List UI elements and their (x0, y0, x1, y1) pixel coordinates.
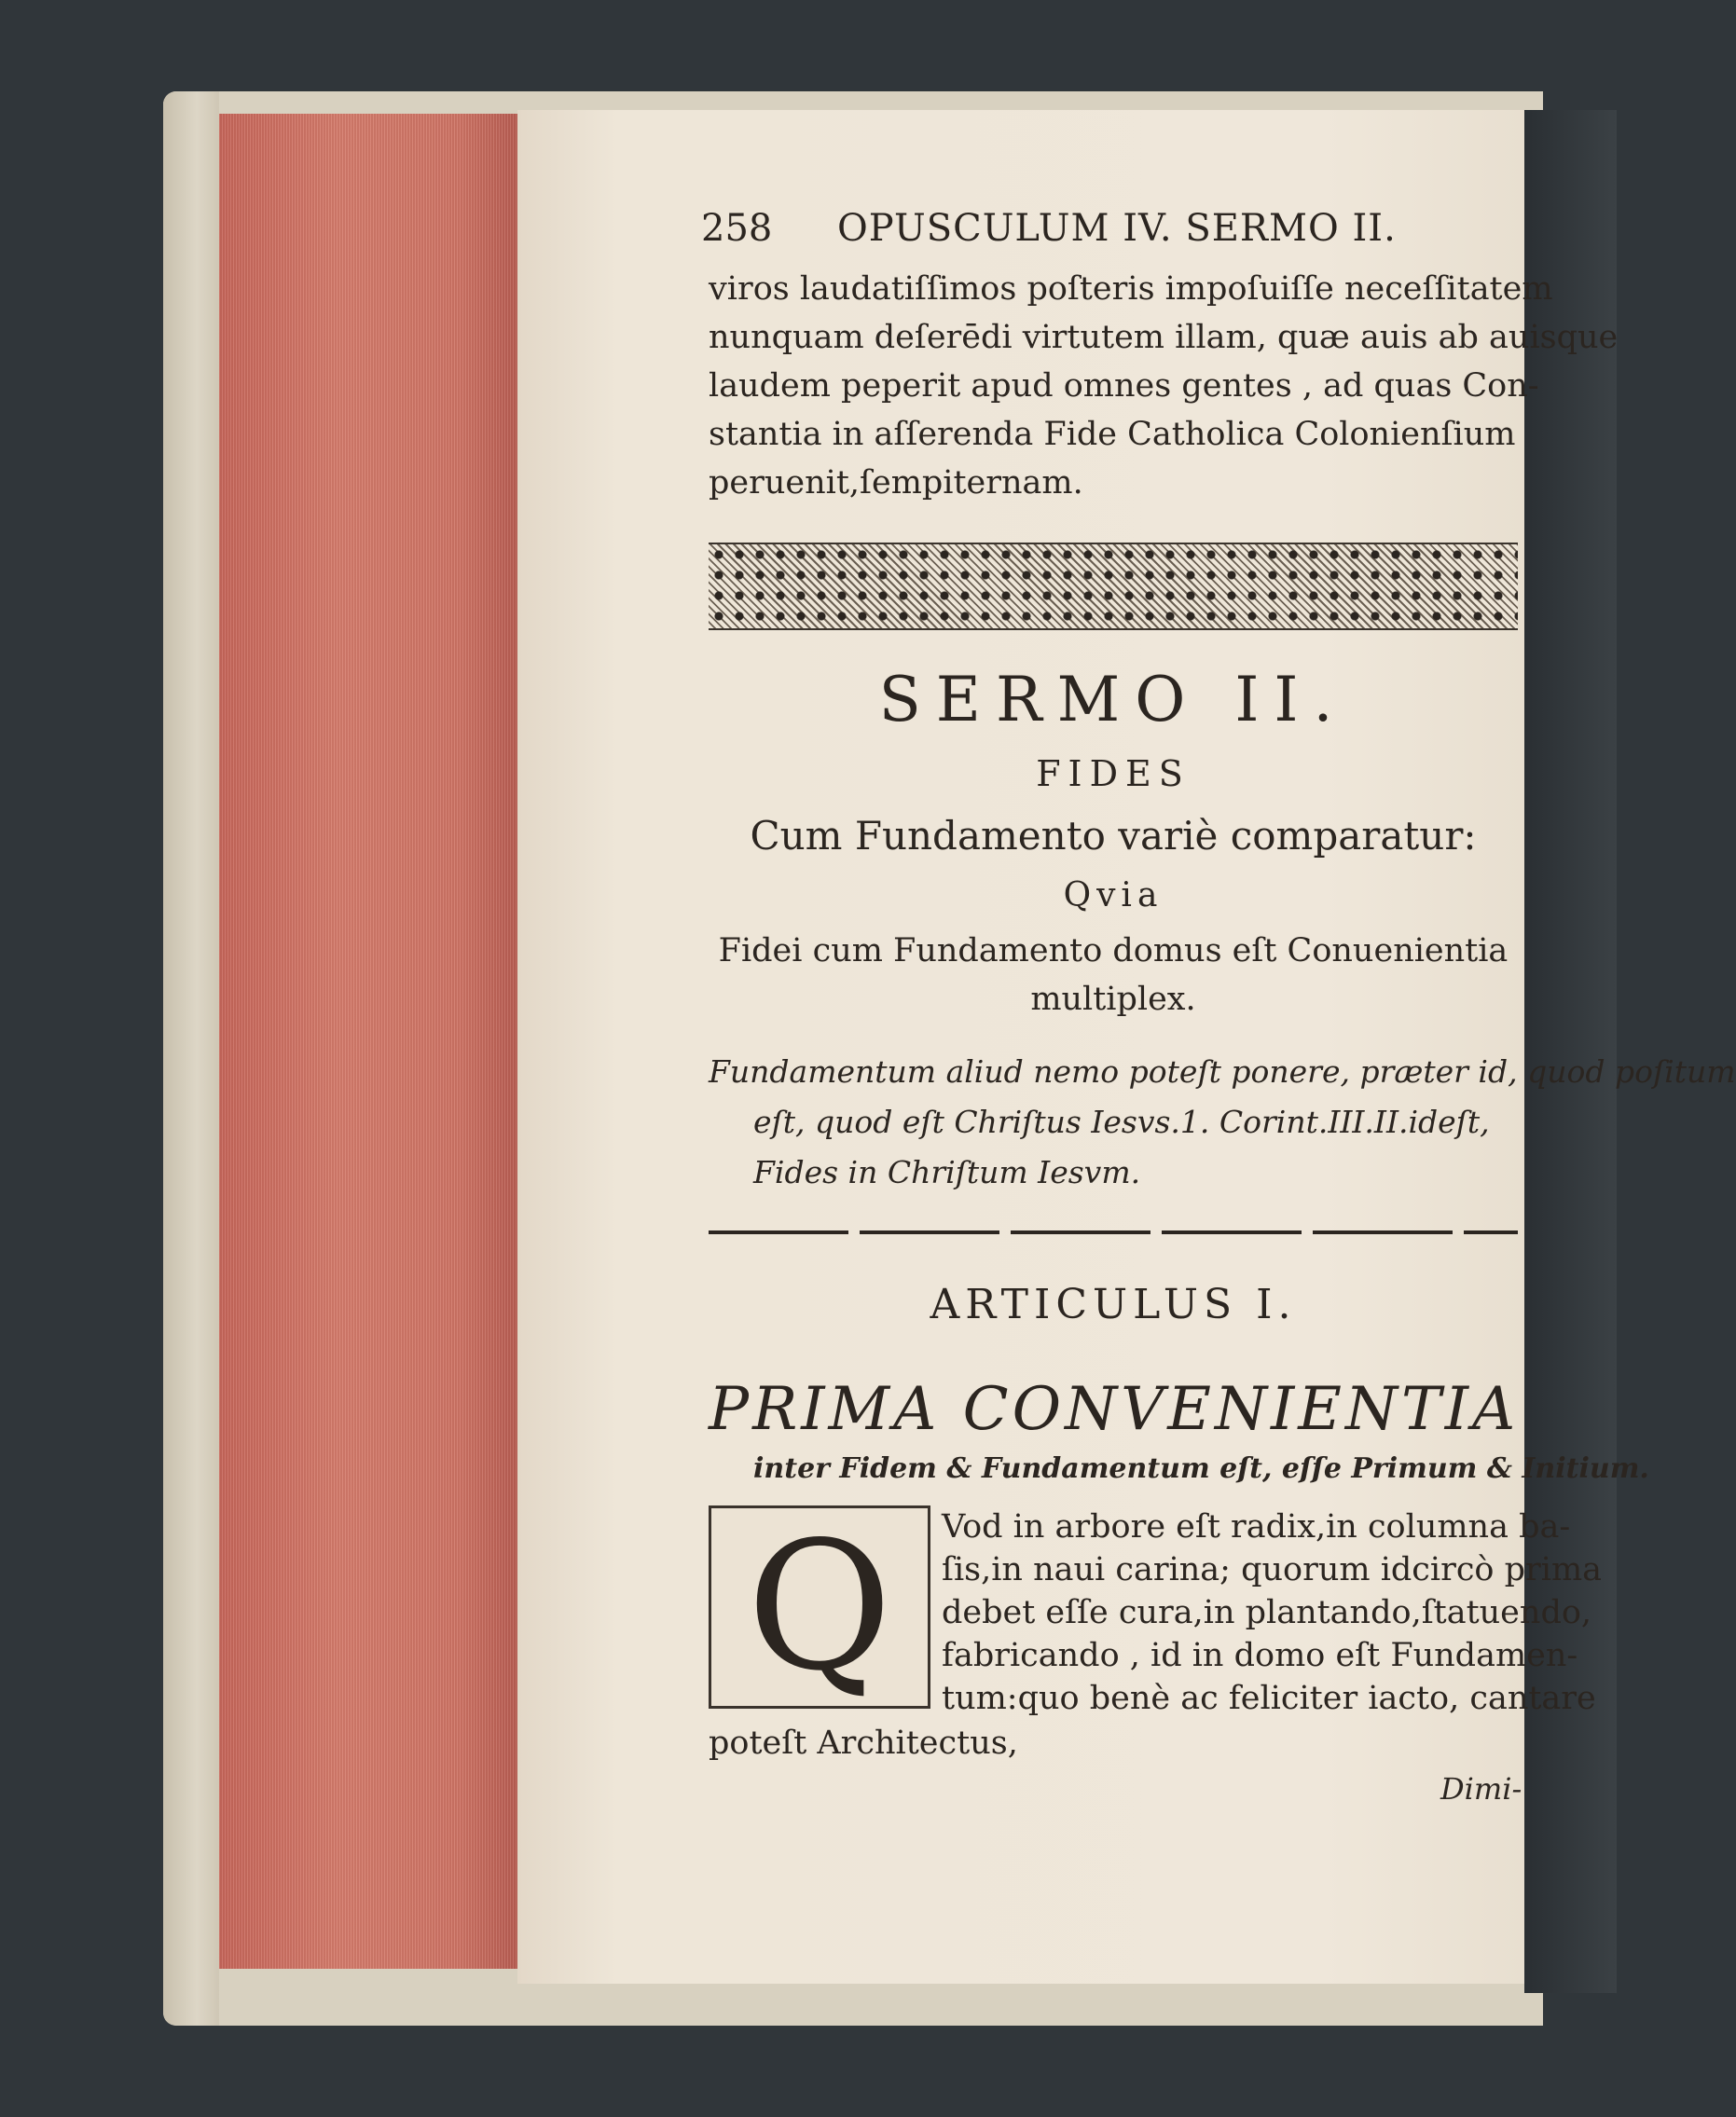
qvia-heading: Qvia (1063, 876, 1164, 914)
page-edges-red (219, 114, 517, 1969)
decorated-initial (709, 1505, 930, 1709)
page-number: 258 (701, 207, 773, 250)
scripture-quote-line: Fundamentum aliud nemo poteſt ponere, præter id, quod poſitum (709, 1053, 1736, 1090)
body-line: fabricando , id in domo eſt Fundamen- (942, 1637, 1578, 1674)
body-line: laudem peperit apud omnes gentes , ad quas Con- (709, 367, 1539, 405)
body-line: debet eſſe cura,in plantando,ſtatuendo, (942, 1594, 1592, 1631)
body-line: Vod in arbore eſt radix,in columna ba- (942, 1508, 1571, 1546)
prima-heading: PRIMA CONVENIENTIA (709, 1375, 1520, 1444)
fidei-line: Fidei cum Fundamento domus eſt Conuenientia (718, 932, 1509, 969)
scripture-quote-line: Fides in Chriſtum Iesvm. (753, 1154, 1141, 1190)
fidei-line: multiplex. (1030, 981, 1196, 1018)
running-title: OPUSCULUM IV. SERMO II. (837, 207, 1397, 250)
body-line: ſis,in naui carina; quorum idcircò prima (942, 1551, 1602, 1588)
articulus-heading: ARTICULUS I. (930, 1281, 1297, 1328)
initial-letter: Q (747, 1504, 892, 1710)
sermo-title: SERMO II. (878, 664, 1348, 735)
book-cover-edge (163, 91, 219, 2026)
scripture-quote-line: eſt, quod eſt Chriſtus Iesvs.1. Corint.III.II.ideſt, (753, 1104, 1490, 1140)
subtitle: Cum Fundamento variè comparatur: (750, 813, 1477, 859)
body-line: stantia in aſſerenda Fide Catholica Colonienſium (709, 416, 1516, 453)
fides-heading: FIDES (1036, 753, 1191, 794)
catchword: Dimi- (1440, 1771, 1522, 1807)
divider-rule (709, 1230, 1518, 1234)
section-subheading: inter Fidem & Fundamentum eſt, eſſe Primum & Initium. (753, 1452, 1649, 1485)
body-line: nunquam deſerēdi virtutem illam, quæ auis ab auisque (709, 319, 1619, 356)
ornamental-band (709, 543, 1518, 630)
body-line: tum:quo benè ac feliciter iacto, cantare (942, 1680, 1596, 1717)
body-line: peruenit,ſempiternam. (709, 464, 1083, 502)
body-line: poteſt Architectus, (709, 1725, 1018, 1762)
body-line: viros laudatiſſimos poſteris impoſuiſſe neceſſitatem (709, 270, 1553, 308)
